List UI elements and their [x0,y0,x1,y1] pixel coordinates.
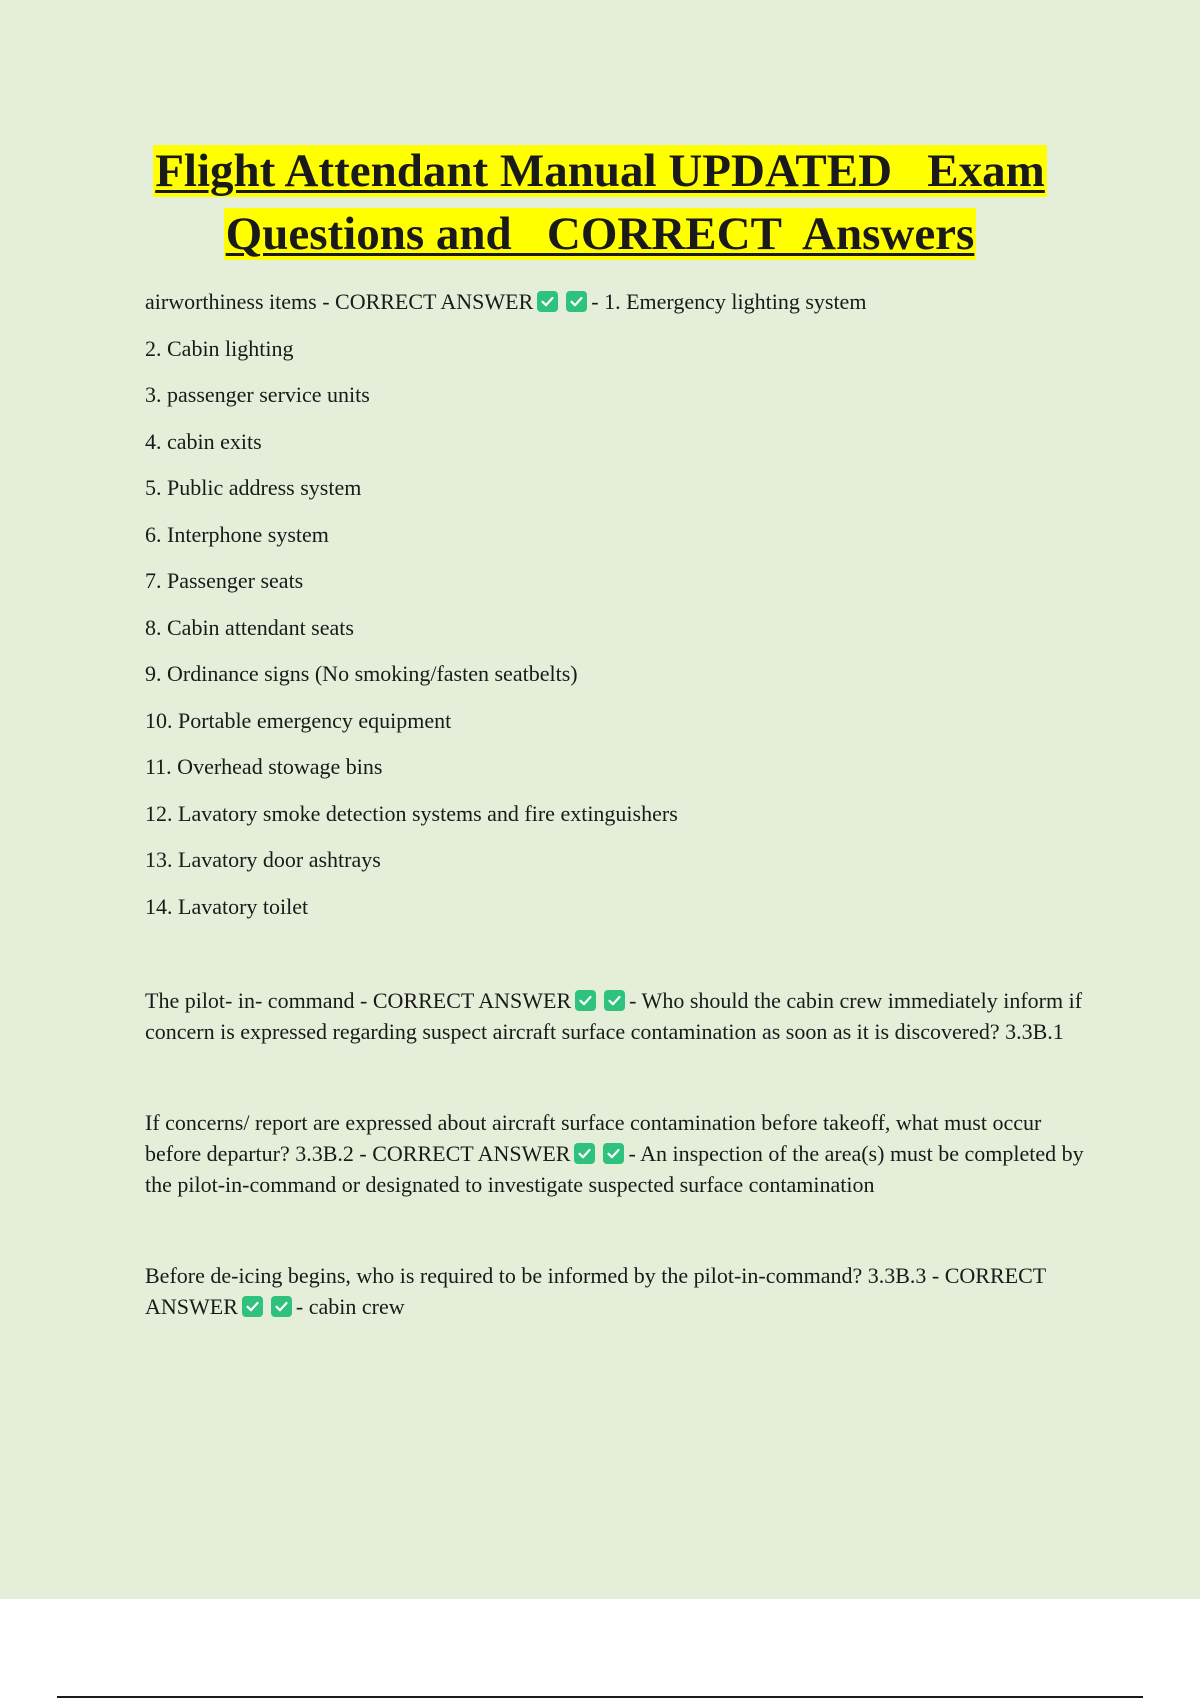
list-item: 9. Ordinance signs (No smoking/fasten seatbelts) [145,661,578,686]
list-item: 13. Lavatory door ashtrays [145,847,381,872]
qa-airworthiness [145,286,1090,333]
list-item: 3. passenger service units [145,382,370,407]
list-item: 6. Interphone system [145,521,329,547]
question-text: The pilot- in- command - CORRECT ANSWER [145,988,572,1013]
list-item: 2. Cabin lighting [145,335,294,361]
title-line-2: Questions and CORRECT Answers [225,208,975,260]
document-title [0,140,1200,266]
answer-text: - An inspection of the area(s) must be completed by the pilot-in-command or designated to investigate suspected surface contamination [145,1141,1084,1197]
qa-de-icing [145,1260,1090,1322]
check-mark-icon [242,1296,263,1317]
qa-pilot-in-command [145,985,1090,1047]
list-item: 12. Lavatory smoke detection systems and fire extinguishers [145,800,678,826]
qa-surface-contamination [145,1107,1090,1200]
list-item: 14. Lavatory toilet [145,893,309,919]
answer-text: - 1. Emergency lighting system [591,289,867,314]
list-item: 5. Public address system [145,475,362,500]
check-mark-icon [604,990,625,1011]
check-mark-icon [603,1143,624,1164]
question-text: airworthiness items - CORRECT ANSWER [145,289,534,314]
list-item: 11. Overhead stowage bins [145,754,383,779]
check-mark-icon [566,291,587,312]
list-item: 4. cabin exits [145,428,262,454]
list-item: 10. Portable emergency equipment [145,707,452,733]
footer-rule [57,1696,1143,1698]
check-mark-icon [271,1296,292,1317]
list-item: 7. Passenger seats [145,568,304,593]
answer-text: - cabin crew [295,1294,405,1319]
list-item: 8. Cabin attendant seats [145,614,354,640]
question-text: If concerns/ report are expressed about aircraft surface contamination before takeoff, what must occur before departur? 3.3B.2 - CORRECT ANSWER [145,1110,1042,1166]
check-mark-icon [575,990,596,1011]
answer-text: - Who should the cabin crew immediately inform if concern is expressed regarding suspect aircraft surface contamination as soon as it is discovered? 3.3B.1 [145,988,1083,1044]
check-mark-icon [574,1143,595,1164]
check-mark-icon [537,291,558,312]
title-line-1: Flight Attendant Manual UPDATED Exam [155,145,1045,197]
document-body [145,286,1090,1322]
question-text: Before de-icing begins, who is required to be informed by the pilot-in-command? 3.3B.3 - CORRECT ANSWER [145,1263,1046,1319]
